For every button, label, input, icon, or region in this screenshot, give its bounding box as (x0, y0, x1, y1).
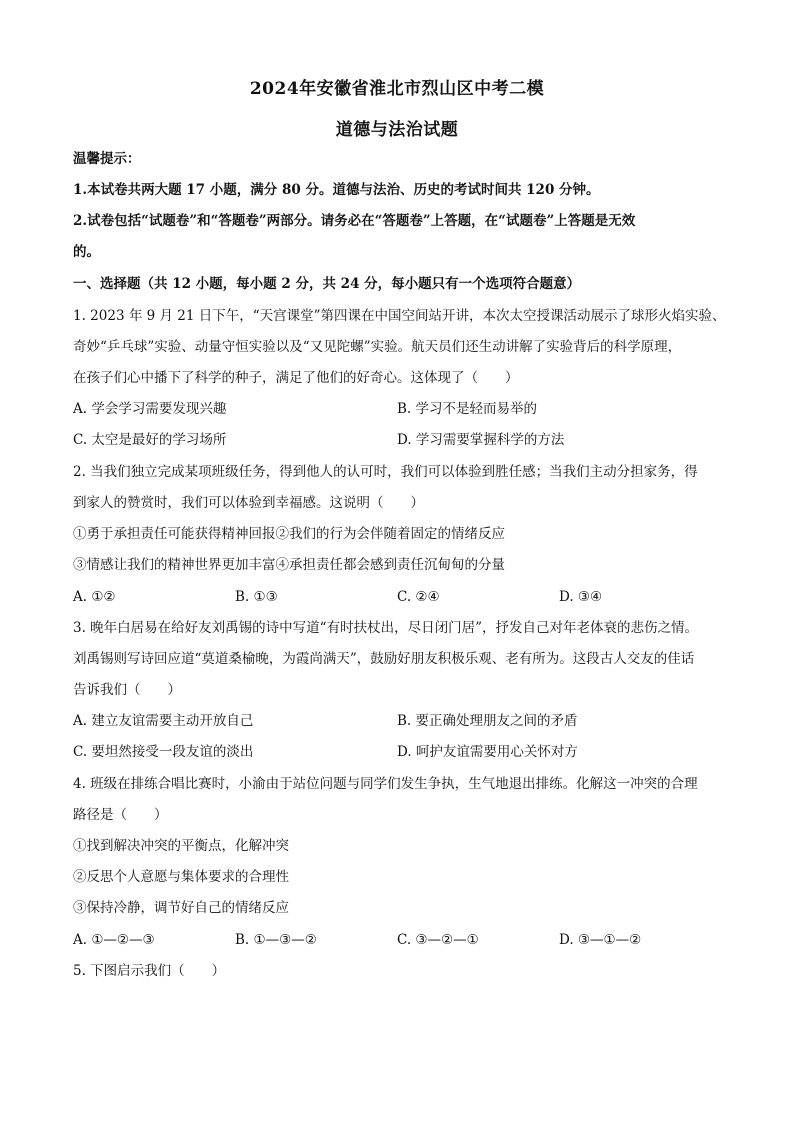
question-1-option-c: C. 太空是最好的学习场所 (73, 432, 227, 448)
question-4-option-d: D. ③—①—② (559, 932, 642, 948)
exam-subtitle: 道德与法治试题 (335, 120, 459, 140)
question-1-stem: 奇妙“乒乓球”实验、动量守恒实验以及“又见陀螺”实验。航天员们还生动讲解了实验背后的科学原理， (73, 339, 682, 355)
tips-item-2-cont: 的。 (73, 244, 100, 260)
question-1-option-b: B. 学习不是轻而易举的 (397, 401, 538, 417)
question-4-stem: 路径是（ ） (73, 807, 168, 823)
question-3-option-d: D. 呵护友谊需要用心关怀对方 (397, 744, 578, 760)
question-2-option-b: B. ①③ (235, 589, 278, 605)
question-4-statement: ①找到解决冲突的平衡点，化解冲突 (73, 838, 289, 854)
question-1-option-a: A. 学会学习需要发现兴趣 (73, 401, 227, 417)
question-4-option-a: A. ①—②—③ (73, 932, 155, 948)
tips-item-1: 1.本试卷共两大题 17 小题，满分 80 分。道德与法治、历史的考试时间共 120 分钟。 (73, 182, 600, 198)
tips-heading: 温馨提示： (73, 151, 141, 167)
question-5-stem: 5. 下图启示我们（ ） (73, 963, 226, 979)
question-3-stem: 3. 晚年白居易在给好友刘禹锡的诗中写道“有时扶杖出，尽日闭门居”，抒发自己对年老体衰的悲伤之情。 (73, 620, 698, 636)
question-1-stem: 1. 2023 年 9 月 21 日下午，“天宫课堂”第四课在中国空间站开讲，本次太空授课活动展示了球形火焰实验、 (73, 308, 726, 324)
question-3-option-b: B. 要正确处理朋友之间的矛盾 (397, 713, 578, 729)
question-1-option-d: D. 学习需要掌握科学的方法 (397, 432, 565, 448)
exam-title: 2024年安徽省淮北市烈山区中考二模 (249, 79, 545, 99)
tips-item-2: 2.试卷包括“试题卷”和“答题卷”两部分。请务必在“答题卷”上答题，在“试题卷”上答题是无效 (73, 213, 636, 229)
question-3-option-a: A. 建立友谊需要主动开放自己 (73, 713, 254, 729)
question-4-option-b: B. ①—③—② (235, 932, 317, 948)
question-2-option-d: D. ③④ (559, 589, 603, 605)
question-2-statement: ①勇于承担责任可能获得精神回报②我们的行为会伴随着固定的情绪反应 (73, 526, 505, 542)
question-2-stem: 到家人的赞赏时，我们可以体验到幸福感。这说明（ ） (73, 495, 424, 511)
question-2-option-a: A. ①② (73, 589, 116, 605)
question-2-option-c: C. ②④ (397, 589, 440, 605)
question-4-statement: ②反思个人意愿与集体要求的合理性 (73, 869, 289, 885)
section-heading: 一、选择题（共 12 小题，每小题 2 分，共 24 分，每小题只有一个选项符合题意） (73, 276, 581, 292)
question-4-stem: 4. 班级在排练合唱比赛时，小渝由于站位问题与同学们发生争执，生气地退出排练。化解这一冲突的合理 (73, 776, 698, 792)
question-3-option-c: C. 要坦然接受一段友谊的淡出 (73, 744, 254, 760)
question-3-stem: 告诉我们（ ） (73, 682, 181, 698)
question-4-statement: ③保持冷静，调节好自己的情绪反应 (73, 900, 289, 916)
question-2-statement: ③情感让我们的精神世界更加丰富④承担责任都会感到责任沉甸甸的分量 (73, 557, 505, 573)
question-1-stem: 在孩子们心中播下了科学的种子，满足了他们的好奇心。这体现了（ ） (73, 370, 519, 386)
question-4-option-c: C. ③—②—① (397, 932, 479, 948)
question-3-stem: 刘禹锡则写诗回应道“莫道桑榆晚，为霞尚满天”，鼓励好朋友积极乐观、老有所为。这段古人交友的佳话 (73, 651, 695, 667)
question-2-stem: 2. 当我们独立完成某项班级任务，得到他人的认可时，我们可以体验到胜任感；当我们主动分担家务，得 (73, 464, 698, 480)
